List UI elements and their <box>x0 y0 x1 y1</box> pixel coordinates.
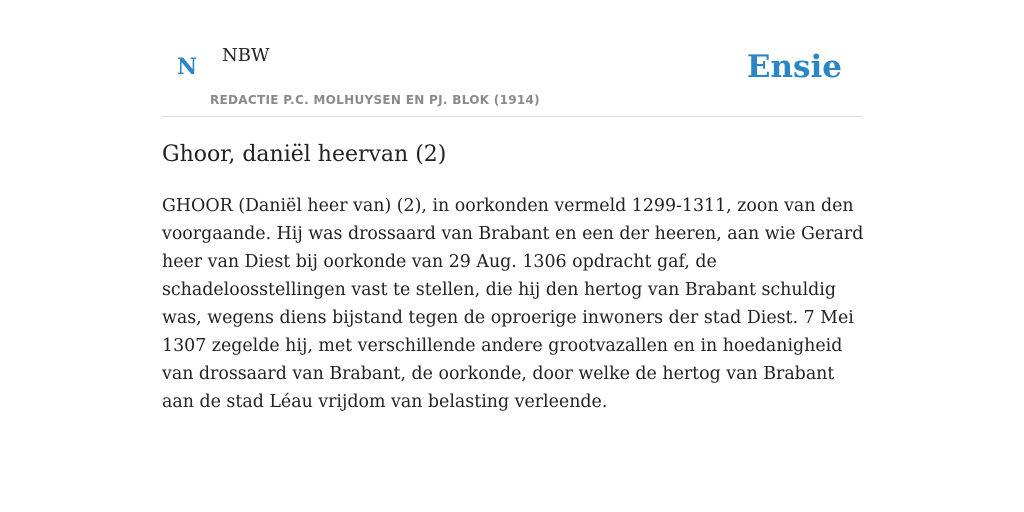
source-editors: REDACTIE P.C. MOLHUYSEN EN PJ. BLOK (1914) <box>210 93 540 107</box>
article-title: Ghoor, daniël heervan (2) <box>162 142 447 167</box>
article-body: GHOOR (Daniël heer van) (2), in oorkonden vermeld 1299-1311, zoon van den voorgaande. Hij was drossaard van Brabant en een der heeren, aan wie Gerard heer van Diest bij oorkonde van 29 Aug. 1306 opdracht gaf, de schadeloosstellingen vast te stellen, die hij den hertog van Brabant schuldig was, wegens diens bijstand tegen de oproerige inwoners der stad Diest. 7 Mei 1307 zegelde hij, met verschillende andere grootvazallen en in hoedanigheid van drossaard van Brabant, de oorkonde, door welke de hertog van Brabant aan de stad Léau vrijdom van belasting verleende. <box>162 196 864 412</box>
source-logo[interactable]: N <box>177 54 198 80</box>
source-name[interactable]: NBW <box>222 45 270 66</box>
source-header <box>162 0 862 117</box>
brand-logo[interactable]: Ensie <box>746 49 842 85</box>
